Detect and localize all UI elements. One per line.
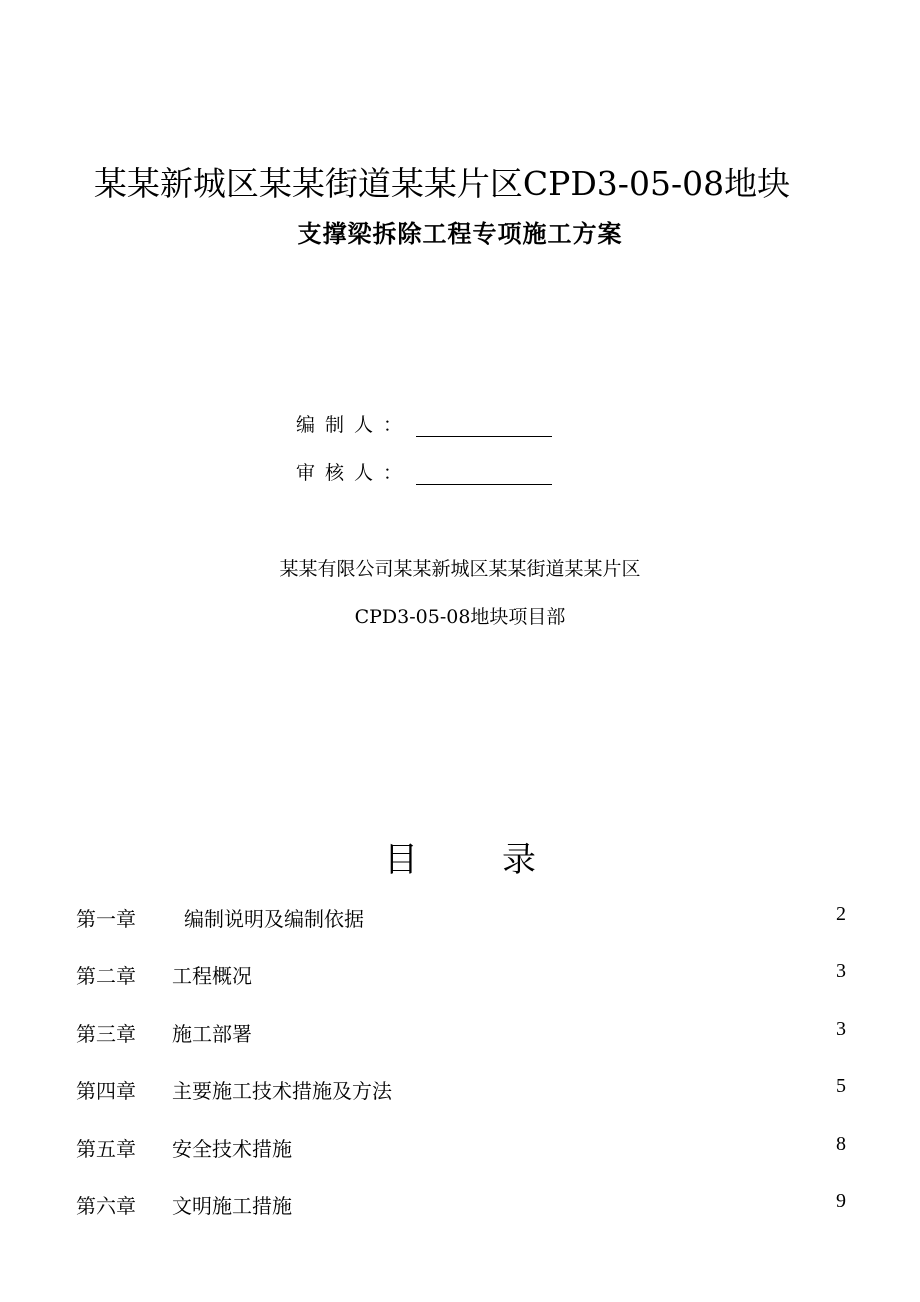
signature-label: 审核人： xyxy=(296,462,413,484)
toc-title: 主要施工技术措施及方法 xyxy=(172,1079,392,1103)
toc-heading-right: 录 xyxy=(502,840,536,880)
toc-item[interactable] xyxy=(76,1075,846,1105)
signature-label: 编制人： xyxy=(296,414,413,436)
toc-page: 2 xyxy=(836,903,846,925)
toc-title: 工程概况 xyxy=(172,964,252,988)
toc-heading-left: 目 xyxy=(384,840,418,880)
toc-item[interactable] xyxy=(76,960,846,990)
toc-page: 5 xyxy=(836,1075,846,1097)
title-line-2: 支撑梁拆除工程专项施工方案 xyxy=(297,219,623,248)
toc-title: 编制说明及编制依据 xyxy=(184,907,364,931)
toc-chapter: 第二章 xyxy=(76,964,136,988)
toc-item[interactable] xyxy=(76,903,846,933)
signature-reviewer xyxy=(296,458,552,485)
toc-chapter: 第一章 xyxy=(76,907,136,931)
title-line-1: 某某新城区某某街道某某片区CPD3-05-08地块 xyxy=(93,164,791,203)
organization-line-2: CPD3-05-08地块项目部 xyxy=(354,606,566,628)
toc-title: 文明施工措施 xyxy=(172,1194,292,1218)
toc-chapter: 第六章 xyxy=(76,1194,136,1218)
toc-page: 8 xyxy=(836,1133,846,1155)
toc-item[interactable] xyxy=(76,1190,846,1220)
toc-title: 施工部署 xyxy=(172,1022,252,1046)
toc-page: 9 xyxy=(836,1190,846,1212)
signature-blank-line xyxy=(416,464,552,485)
toc-page: 3 xyxy=(836,960,846,982)
toc-item[interactable] xyxy=(76,1133,846,1163)
signature-blank-line xyxy=(416,416,552,437)
toc-chapter: 第五章 xyxy=(76,1137,136,1161)
toc-chapter: 第三章 xyxy=(76,1022,136,1046)
toc-item[interactable] xyxy=(76,1018,846,1048)
toc-heading xyxy=(0,832,920,881)
document-subtitle xyxy=(0,214,920,249)
organization-line-1: 某某有限公司某某新城区某某街道某某片区 xyxy=(279,558,641,580)
toc-page: 3 xyxy=(836,1018,846,1040)
toc-chapter: 第四章 xyxy=(76,1079,136,1103)
signature-compiler xyxy=(296,410,552,437)
document-title xyxy=(0,158,920,205)
toc-title: 安全技术措施 xyxy=(172,1137,292,1161)
